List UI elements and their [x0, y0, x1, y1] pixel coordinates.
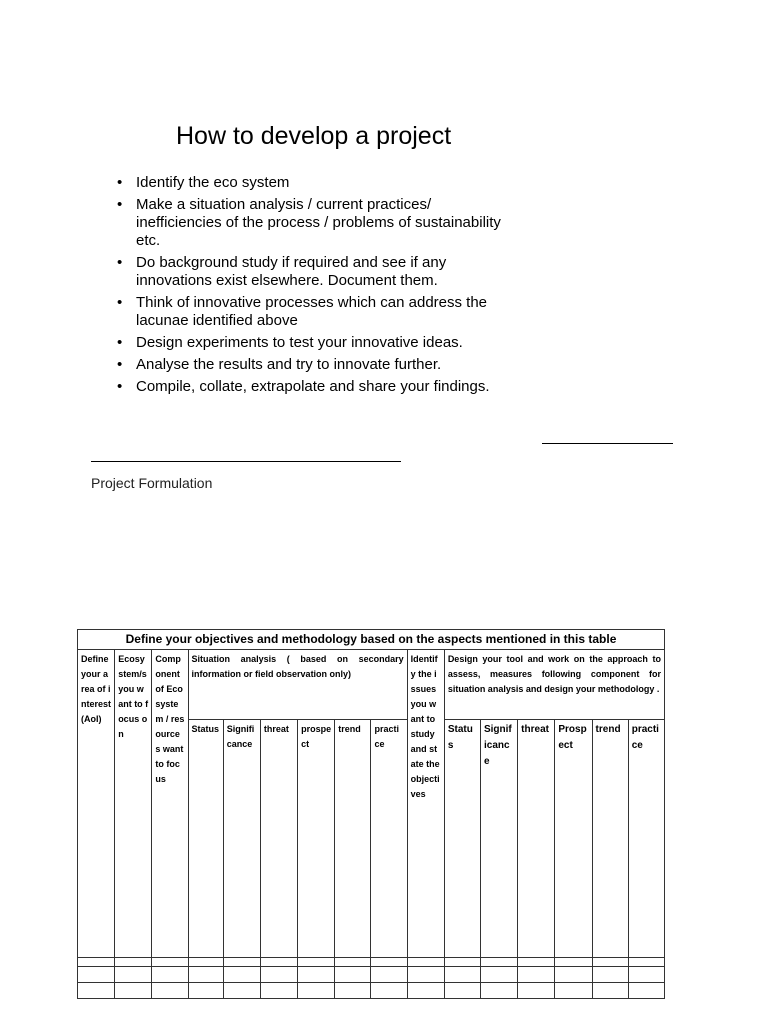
table-row	[78, 967, 665, 983]
header-component: Component of Ecosystem / resources want to focus	[152, 650, 188, 958]
subheader-design-prospect: Prospect	[555, 720, 592, 958]
bullet-dot-icon: •	[117, 378, 123, 395]
bullet-dot-icon: •	[117, 174, 123, 191]
bullet-item	[117, 254, 517, 290]
subheader-design-significance: Significance	[480, 720, 517, 958]
subheader-situation-practice: practice	[371, 720, 407, 958]
bullet-dot-icon: •	[117, 356, 123, 373]
bullet-item	[117, 334, 517, 352]
divider-line-right	[542, 443, 673, 444]
header-identify-issues: Identify the issues you want to study and state the objectives	[407, 650, 444, 958]
bullet-dot-icon: •	[117, 334, 123, 351]
bullet-text: Do background study if required and see if any innovations exist elsewhere. Document them.	[136, 254, 447, 289]
subheader-design-practice: practice	[628, 720, 664, 958]
header-design-tool: Design your tool and work on the approach to assess, measures following component for situation analysis and design your methodology .	[444, 650, 664, 720]
bullet-item	[117, 174, 517, 192]
bullet-text: Make a situation analysis / current practices/ inefficiencies of the process / problems of sustainability etc.	[136, 196, 501, 249]
slide-title: How to develop a project	[176, 122, 452, 150]
divider-line-left	[91, 461, 401, 462]
table-caption: Define your objectives and methodology based on the aspects mentioned in this table	[78, 630, 665, 650]
bullet-list	[117, 174, 517, 400]
bullet-item	[117, 378, 517, 396]
header-situation-analysis: Situation analysis ( based on secondary information or field observation only)	[188, 650, 407, 720]
header-area-of-interest: Define your area of interest (AoI)	[78, 650, 115, 958]
objectives-table	[77, 629, 665, 999]
bullet-dot-icon: •	[117, 254, 123, 271]
bullet-text: Think of innovative processes which can address the lacunae identified above	[136, 294, 488, 329]
subheader-design-threat: threat	[518, 720, 555, 958]
bullet-text: Design experiments to test your innovative ideas.	[136, 334, 463, 351]
table-row	[78, 958, 665, 967]
bullet-item	[117, 356, 517, 374]
subheader-design-trend: trend	[592, 720, 628, 958]
subheader-situation-threat: threat	[260, 720, 297, 958]
subheader-design-status: Status	[444, 720, 480, 958]
bullet-item	[117, 294, 517, 330]
bullet-text: Compile, collate, extrapolate and share your findings.	[136, 378, 490, 395]
bullet-dot-icon: •	[117, 294, 123, 311]
subheader-situation-trend: trend	[335, 720, 371, 958]
bullet-item	[117, 196, 517, 250]
subheader-situation-status: Status	[188, 720, 223, 958]
section-title: Project Formulation	[91, 475, 213, 491]
bullet-text: Analyse the results and try to innovate further.	[136, 356, 442, 373]
subheader-situation-significance: Significance	[223, 720, 260, 958]
subheader-situation-prospect: prospect	[298, 720, 335, 958]
bullet-text: Identify the eco system	[136, 174, 290, 191]
bullet-dot-icon: •	[117, 196, 123, 213]
header-ecosystem: Ecosystem/s you want to focus on	[115, 650, 152, 958]
table-row	[78, 983, 665, 999]
